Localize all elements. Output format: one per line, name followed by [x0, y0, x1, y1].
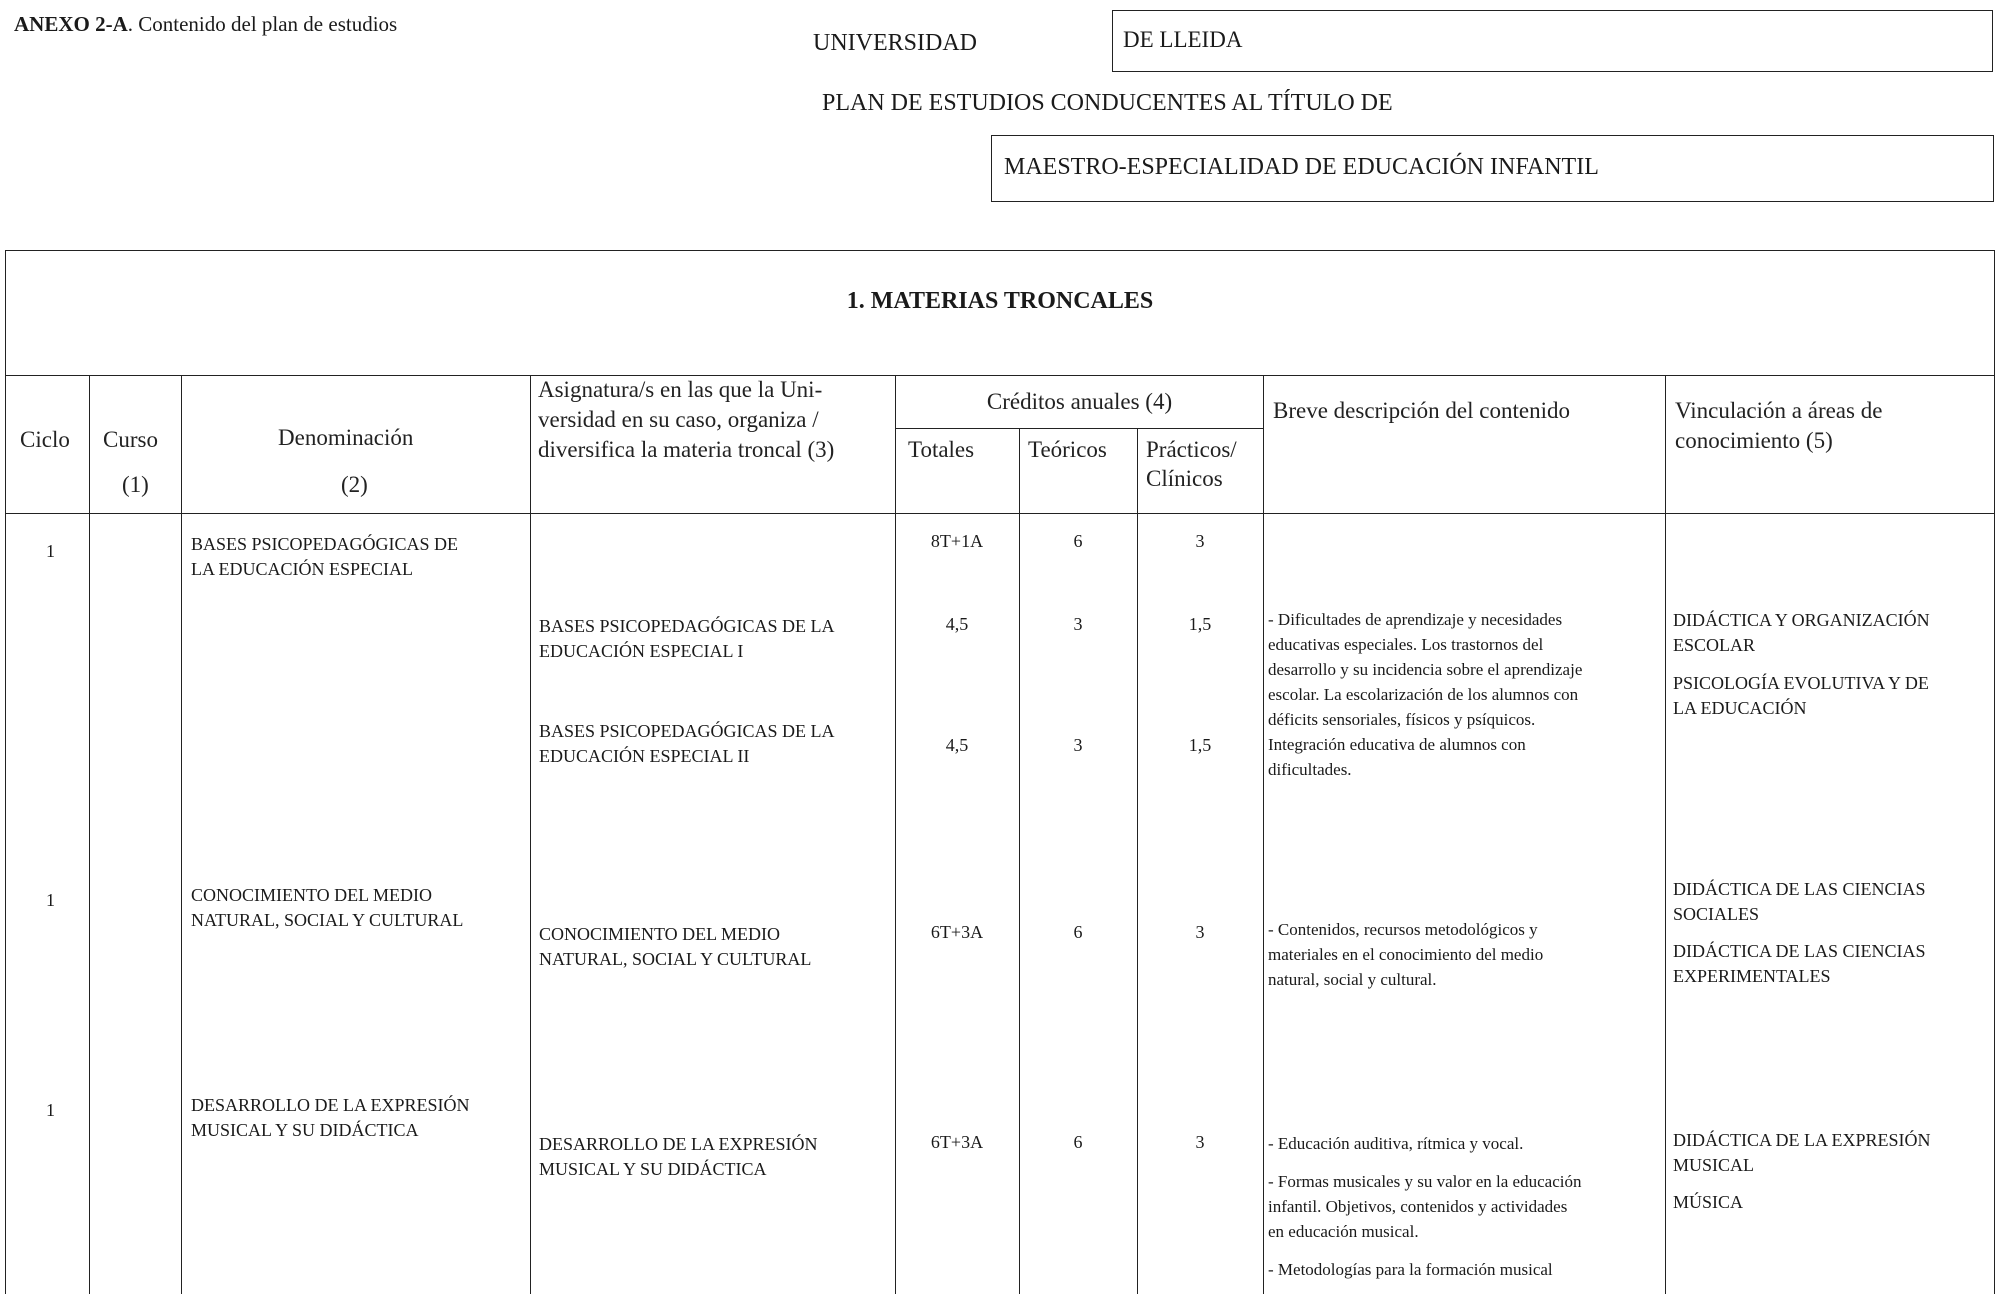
degree-title-value: MAESTRO-ESPECIALIDAD DE EDUCACIÓN INFANTIL [1004, 154, 1599, 180]
annex-heading [14, 12, 397, 37]
university-label: UNIVERSIDAD [813, 30, 977, 56]
row3-denominacion-line2: MUSICAL Y SU DIDÁCTICA [191, 1120, 419, 1140]
row1-description-line5: déficits sensoriales, físicos y psíquicos. [1268, 710, 1536, 729]
row1-area1-line2: ESCOLAR [1673, 635, 1756, 655]
row1-description-line7: dificultades. [1268, 760, 1352, 779]
row3-area1-line2: MUSICAL [1673, 1155, 1755, 1175]
university-field [1112, 10, 1993, 72]
row1-subject1-teoricos: 3 [1073, 614, 1083, 634]
col-practicos-line1: Prácticos/ [1146, 437, 1237, 462]
col-asignatura-line3: diversifica la materia troncal (3) [538, 437, 835, 462]
row2-area2-line1: DIDÁCTICA DE LAS CIENCIAS [1673, 941, 1926, 961]
row2-teoricos: 6 [1073, 922, 1083, 942]
row2-subject-line2: NATURAL, SOCIAL Y CULTURAL [539, 949, 812, 969]
col-descripcion-header: Breve descripción del contenido [1273, 398, 1570, 423]
row2-description-line3: natural, social y cultural. [1268, 970, 1437, 989]
col-creditos-header: Créditos anuales (4) [986, 389, 1173, 414]
row3-description-block2-line1: - Formas musicales y su valor en la educación [1268, 1172, 1582, 1191]
university-value: DE LLEIDA [1123, 27, 1243, 52]
row3-subject-line2: MUSICAL Y SU DIDÁCTICA [539, 1159, 767, 1179]
col-curso-note: (1) [122, 472, 149, 497]
row1-subject2-practicos: 1,5 [1188, 735, 1212, 755]
subjects-table [5, 250, 1995, 1294]
annex-description: . Contenido del plan de estudios [127, 12, 398, 36]
row3-description-block2-line2: infantil. Objetivos, contenidos y actividades [1268, 1197, 1568, 1216]
row1-subject1-line1: BASES PSICOPEDAGÓGICAS DE LA [539, 616, 835, 636]
row1-subject1-line2: EDUCACIÓN ESPECIAL I [539, 641, 744, 661]
col-denominacion-header: Denominación [278, 425, 414, 450]
row1-description-line3: desarrollo y su incidencia sobre el aprendizaje [1268, 660, 1583, 679]
row1-area2-line1: PSICOLOGÍA EVOLUTIVA Y DE [1673, 673, 1929, 693]
row2-description-line1: - Contenidos, recursos metodológicos y [1268, 920, 1538, 939]
col-denominacion-note: (2) [341, 472, 368, 497]
row1-totales: 8T+1A [930, 531, 984, 551]
row1-description-line2: educativas especiales. Los trastornos del [1268, 635, 1544, 654]
row2-denominacion-line2: NATURAL, SOCIAL Y CULTURAL [191, 910, 464, 930]
row1-denominacion-line1: BASES PSICOPEDAGÓGICAS DE [191, 534, 459, 554]
col-teoricos-header: Teóricos [1028, 437, 1107, 462]
row3-description-block2-line3: en educación musical. [1268, 1222, 1419, 1241]
row2-area1-line2: SOCIALES [1673, 904, 1760, 924]
col-practicos-line2: Clínicos [1146, 466, 1223, 491]
degree-title-field [991, 135, 1994, 202]
row3-ciclo: 1 [46, 1100, 55, 1120]
row1-subject2-line2: EDUCACIÓN ESPECIAL II [539, 746, 750, 766]
row2-area2-line2: EXPERIMENTALES [1673, 966, 1831, 986]
row3-area2: MÚSICA [1673, 1192, 1744, 1212]
row3-area1-line1: DIDÁCTICA DE LA EXPRESIÓN [1673, 1130, 1931, 1150]
row2-subject-line1: CONOCIMIENTO DEL MEDIO [539, 924, 780, 944]
row1-subject2-totales: 4,5 [945, 735, 969, 755]
row2-area1-line1: DIDÁCTICA DE LAS CIENCIAS [1673, 879, 1926, 899]
row1-area2-line2: LA EDUCACIÓN [1673, 698, 1807, 718]
row1-teoricos: 6 [1073, 531, 1083, 551]
row1-denominacion-line2: LA EDUCACIÓN ESPECIAL [191, 559, 414, 579]
row1-description-line6: Integración educativa de alumnos con [1268, 735, 1526, 754]
row1-subject2-line1: BASES PSICOPEDAGÓGICAS DE LA [539, 721, 835, 741]
col-vinculacion-line1: Vinculación a áreas de [1675, 398, 1883, 423]
row1-description-line4: escolar. La escolarización de los alumnos con [1268, 685, 1579, 704]
section-title: 1. MATERIAS TRONCALES [846, 288, 1154, 314]
row2-denominacion-line1: CONOCIMIENTO DEL MEDIO [191, 885, 432, 905]
row3-description-block1: - Educación auditiva, rítmica y vocal. [1268, 1134, 1524, 1153]
col-vinculacion-line2: conocimiento (5) [1675, 428, 1833, 453]
col-curso-header: Curso [103, 427, 158, 452]
annex-label: ANEXO 2-A [14, 12, 128, 36]
row3-teoricos: 6 [1073, 1132, 1083, 1152]
row1-subject2-teoricos: 3 [1073, 735, 1083, 755]
row1-subject1-practicos: 1,5 [1188, 614, 1212, 634]
row3-denominacion-line1: DESARROLLO DE LA EXPRESIÓN [191, 1095, 470, 1115]
col-ciclo-header: Ciclo [20, 427, 70, 452]
row1-description-line1: - Dificultades de aprendizaje y necesidades [1268, 610, 1563, 629]
row2-description-line2: materiales en el conocimiento del medio [1268, 945, 1544, 964]
row2-totales: 6T+3A [930, 922, 984, 942]
row1-subject1-totales: 4,5 [945, 614, 969, 634]
row2-ciclo: 1 [46, 890, 55, 910]
col-asignatura-line1: Asignatura/s en las que la Uni- [538, 377, 823, 402]
row3-description-block3: - Metodologías para la formación musical [1268, 1260, 1553, 1279]
row3-subject-line1: DESARROLLO DE LA EXPRESIÓN [539, 1134, 818, 1154]
col-totales-header: Totales [908, 437, 975, 462]
row1-ciclo: 1 [46, 541, 55, 561]
row1-area1-line1: DIDÁCTICA Y ORGANIZACIÓN [1673, 610, 1930, 630]
plan-label: PLAN DE ESTUDIOS CONDUCENTES AL TÍTULO DE [822, 90, 1393, 116]
row3-totales: 6T+3A [930, 1132, 984, 1152]
row2-practicos: 3 [1195, 922, 1205, 942]
col-asignatura-line2: versidad en su caso, organiza / [538, 407, 819, 432]
row1-practicos: 3 [1195, 531, 1205, 551]
row3-practicos: 3 [1195, 1132, 1205, 1152]
